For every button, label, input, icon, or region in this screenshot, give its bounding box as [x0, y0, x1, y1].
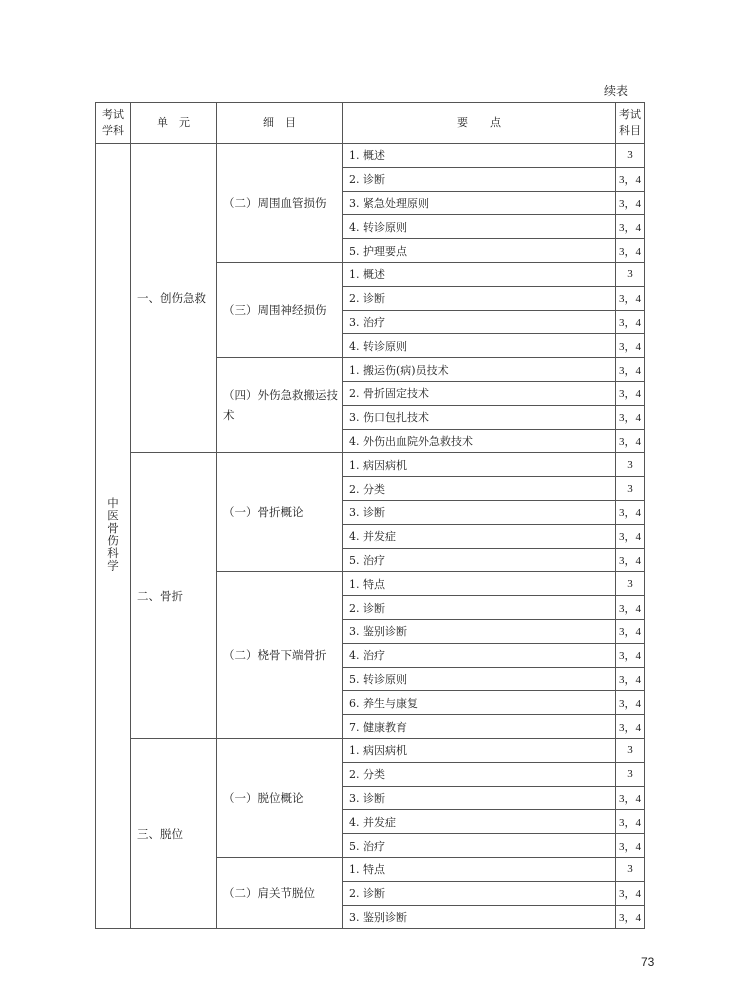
table-header-row [96, 103, 645, 144]
exam-subject-cell: 3 [616, 262, 645, 286]
exam-subject-cell: 3 [616, 857, 645, 881]
exam-subject-cell: 3，4 [616, 334, 645, 358]
exam-subject-cell: 3，4 [616, 596, 645, 620]
header-subject: 考试 学科 [96, 103, 131, 144]
exam-subject-cell: 3 [616, 477, 645, 501]
point-cell: 1. 搬运伤(病)员技术 [343, 358, 616, 382]
exam-subject-cell: 3，4 [616, 810, 645, 834]
exam-subject-cell: 3，4 [616, 215, 645, 239]
point-cell: 4. 并发症 [343, 524, 616, 548]
point-cell: 5. 治疗 [343, 834, 616, 858]
exam-subject-cell: 3 [616, 762, 645, 786]
exam-subject-cell: 3，4 [616, 500, 645, 524]
exam-subject-cell: 3，4 [616, 786, 645, 810]
point-cell: 3. 伤口包扎技术 [343, 405, 616, 429]
point-cell: 3. 鉴别诊断 [343, 619, 616, 643]
exam-subject-cell: 3，4 [616, 905, 645, 929]
detail-cell: （一）脱位概论 [217, 738, 343, 857]
point-cell: 3. 诊断 [343, 786, 616, 810]
point-cell: 2. 诊断 [343, 286, 616, 310]
point-cell: 2. 诊断 [343, 881, 616, 905]
point-cell: 6. 养生与康复 [343, 691, 616, 715]
exam-subject-cell: 3，4 [616, 191, 645, 215]
point-cell: 4. 转诊原则 [343, 215, 616, 239]
detail-cell: （二）桡骨下端骨折 [217, 572, 343, 739]
point-cell: 3. 鉴别诊断 [343, 905, 616, 929]
exam-subject-cell: 3，4 [616, 643, 645, 667]
point-cell: 4. 外伤出血院外急救技术 [343, 429, 616, 453]
point-cell: 3. 诊断 [343, 500, 616, 524]
header-exam-subject: 考试 科目 [616, 103, 645, 144]
detail-cell: （三）周围神经损伤 [217, 262, 343, 357]
point-cell: 1. 病因病机 [343, 738, 616, 762]
point-cell: 2. 诊断 [343, 596, 616, 620]
unit-cell: 一、创伤急救 [131, 144, 217, 453]
table-row [96, 738, 645, 762]
exam-subject-cell: 3，4 [616, 405, 645, 429]
detail-cell: （二）肩关节脱位 [217, 857, 343, 928]
page-number: 73 [641, 955, 655, 969]
exam-subject-cell: 3，4 [616, 834, 645, 858]
point-cell: 5. 护理要点 [343, 239, 616, 263]
exam-subject-cell: 3，4 [616, 167, 645, 191]
header-unit: 单 元 [131, 103, 217, 144]
point-cell: 3. 治疗 [343, 310, 616, 334]
detail-cell: （二）周围血管损伤 [217, 144, 343, 263]
exam-subject-cell: 3，4 [616, 429, 645, 453]
point-cell: 2. 诊断 [343, 167, 616, 191]
exam-subject-cell: 3，4 [616, 881, 645, 905]
table-row [96, 144, 645, 168]
point-cell: 1. 概述 [343, 262, 616, 286]
point-cell: 7. 健康教育 [343, 715, 616, 739]
table-row [96, 453, 645, 477]
detail-cell: （一）骨折概论 [217, 453, 343, 572]
point-cell: 1. 病因病机 [343, 453, 616, 477]
point-cell: 2. 分类 [343, 762, 616, 786]
exam-subject-cell: 3，4 [616, 524, 645, 548]
exam-subject-cell: 3，4 [616, 691, 645, 715]
exam-subject-cell: 3 [616, 144, 645, 168]
table-body [96, 144, 645, 929]
point-cell: 4. 治疗 [343, 643, 616, 667]
point-cell: 1. 特点 [343, 572, 616, 596]
subject-name: 中医骨伤科学 [106, 497, 120, 573]
exam-subject-cell: 3，4 [616, 715, 645, 739]
unit-cell: 二、骨折 [131, 453, 217, 739]
point-cell: 4. 并发症 [343, 810, 616, 834]
point-cell: 1. 概述 [343, 144, 616, 168]
point-cell: 3. 紧急处理原则 [343, 191, 616, 215]
exam-subject-cell: 3，4 [616, 310, 645, 334]
exam-subject-cell: 3，4 [616, 667, 645, 691]
header-points: 要 点 [343, 103, 616, 144]
exam-subject-cell: 3 [616, 453, 645, 477]
exam-subject-cell: 3，4 [616, 619, 645, 643]
header-detail: 细 目 [217, 103, 343, 144]
point-cell: 5. 治疗 [343, 548, 616, 572]
exam-subject-cell: 3，4 [616, 381, 645, 405]
point-cell: 2. 分类 [343, 477, 616, 501]
point-cell: 2. 骨折固定技术 [343, 381, 616, 405]
exam-subject-cell: 3 [616, 572, 645, 596]
exam-subject-cell: 3，4 [616, 239, 645, 263]
exam-subject-cell: 3，4 [616, 358, 645, 382]
exam-subject-cell: 3，4 [616, 548, 645, 572]
point-cell: 5. 转诊原则 [343, 667, 616, 691]
continued-label: 续表 [604, 84, 629, 98]
detail-cell: （四）外伤急救搬运技术 [217, 358, 343, 453]
exam-subject-cell: 3 [616, 738, 645, 762]
exam-outline-table [95, 102, 645, 929]
point-cell: 4. 转诊原则 [343, 334, 616, 358]
point-cell: 1. 特点 [343, 857, 616, 881]
unit-cell: 三、脱位 [131, 738, 217, 928]
exam-subject-cell: 3，4 [616, 286, 645, 310]
subject-cell [96, 144, 131, 929]
